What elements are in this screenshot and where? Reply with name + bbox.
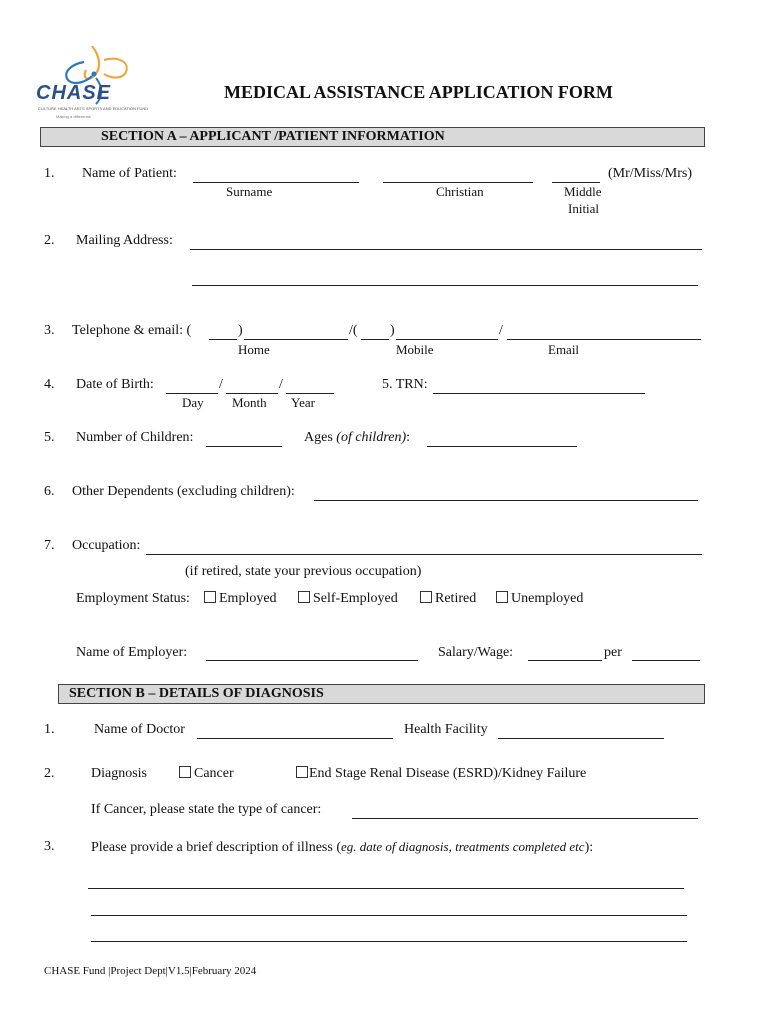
- retired-label: Retired: [435, 591, 477, 606]
- children-count-field[interactable]: [206, 446, 282, 447]
- employment-status-label: Employment Status:: [76, 591, 190, 606]
- salary-label: Salary/Wage:: [438, 645, 514, 660]
- b2-number: 2.: [44, 766, 55, 781]
- surname-caption: Surname: [226, 184, 273, 199]
- b1-number: 1.: [44, 722, 55, 737]
- q5-number: 5.: [44, 430, 55, 445]
- checkbox-self-employed[interactable]: [298, 591, 310, 603]
- dob-sep-2: /: [279, 377, 283, 392]
- paren-close-1: ): [238, 323, 243, 338]
- illness-label-start: Please provide a brief description of illness (: [91, 840, 341, 855]
- illness-label-italic: eg. date of diagnosis, treatments completed etc: [340, 839, 585, 854]
- salary-period-field[interactable]: [632, 660, 700, 661]
- trn-field[interactable]: [433, 393, 645, 394]
- cancer-type-label: If Cancer, please state the type of cancer:: [91, 802, 322, 817]
- email-field[interactable]: [507, 339, 701, 340]
- illness-description-label: [91, 839, 593, 856]
- year-caption: Year: [291, 395, 315, 410]
- home-area-code-field[interactable]: [209, 339, 237, 340]
- dependents-label: Other Dependents (excluding children):: [72, 484, 295, 499]
- mobile-area-code-field[interactable]: [361, 339, 389, 340]
- per-label: per: [604, 645, 622, 660]
- salary-field[interactable]: [528, 660, 602, 661]
- option-unemployed[interactable]: [496, 591, 583, 607]
- mailing-address-field-2[interactable]: [192, 285, 698, 286]
- christian-name-field[interactable]: [383, 182, 533, 183]
- section-a-heading: [40, 127, 705, 147]
- q1-number: 1.: [44, 166, 55, 181]
- occupation-label: Occupation:: [72, 538, 141, 553]
- option-employed[interactable]: [204, 591, 277, 607]
- footer: CHASE Fund |Project Dept|V1.5|February 2024: [44, 965, 257, 977]
- section-b-heading-text: SECTION B – DETAILS OF DIAGNOSIS: [69, 686, 324, 701]
- option-esrd[interactable]: [296, 766, 586, 782]
- patient-name-label: Name of Patient:: [82, 166, 177, 181]
- q7-number: 7.: [44, 538, 55, 553]
- slash-open: /(: [349, 323, 358, 338]
- home-caption: Home: [238, 342, 270, 357]
- checkbox-employed[interactable]: [204, 591, 216, 603]
- day-caption: Day: [182, 395, 204, 410]
- mailing-address-field-1[interactable]: [190, 249, 702, 250]
- doctor-label: Name of Doctor: [94, 722, 185, 737]
- checkbox-retired[interactable]: [420, 591, 432, 603]
- children-ages-field[interactable]: [427, 446, 577, 447]
- illness-description-field-1[interactable]: [88, 888, 684, 889]
- middle-caption: Middle: [564, 184, 602, 199]
- employer-label: Name of Employer:: [76, 645, 188, 660]
- ages-label: [304, 430, 410, 446]
- option-self-employed[interactable]: [298, 591, 398, 607]
- q3-number: 3.: [44, 323, 55, 338]
- illness-description-field-3[interactable]: [91, 941, 687, 942]
- dob-day-field[interactable]: [166, 393, 218, 394]
- option-retired[interactable]: [420, 591, 476, 607]
- dob-sep-1: /: [219, 377, 223, 392]
- cancer-type-field[interactable]: [352, 818, 698, 819]
- children-label: Number of Children:: [76, 430, 194, 445]
- mailing-address-label: Mailing Address:: [76, 233, 173, 248]
- dob-month-field[interactable]: [226, 393, 278, 394]
- logo-tagline: Making a difference: [56, 114, 91, 119]
- section-b-heading: [58, 684, 705, 704]
- dob-label: Date of Birth:: [76, 377, 154, 392]
- checkbox-cancer[interactable]: [179, 766, 191, 778]
- chase-logo: [34, 38, 149, 122]
- checkbox-esrd[interactable]: [296, 766, 308, 778]
- month-caption: Month: [232, 395, 267, 410]
- checkbox-unemployed[interactable]: [496, 591, 508, 603]
- diagnosis-label: Diagnosis: [91, 766, 147, 781]
- section-a-heading-text: SECTION A – APPLICANT /PATIENT INFORMATION: [101, 129, 445, 144]
- employed-label: Employed: [219, 591, 277, 606]
- dob-year-field[interactable]: [286, 393, 334, 394]
- esrd-label: End Stage Renal Disease (ESRD)/Kidney Failure: [309, 766, 587, 781]
- facility-field[interactable]: [498, 738, 664, 739]
- logo-text: CHASE: [36, 82, 112, 104]
- initial-caption: Initial: [568, 201, 600, 216]
- b3-number: 3.: [44, 839, 55, 854]
- slash: /: [499, 323, 503, 338]
- ages-colon: :: [406, 430, 411, 445]
- christian-caption: Christian: [436, 184, 484, 199]
- employer-field[interactable]: [206, 660, 418, 661]
- dependents-field[interactable]: [314, 500, 698, 501]
- surname-field[interactable]: [193, 182, 359, 183]
- ages-italic: (of children): [336, 430, 407, 445]
- email-caption: Email: [548, 342, 580, 357]
- q6-number: 6.: [44, 484, 55, 499]
- telephone-label: Telephone & email: (: [72, 323, 192, 338]
- illness-description-field-2[interactable]: [91, 915, 687, 916]
- ages-word: Ages: [304, 430, 333, 445]
- trn-label: 5. TRN:: [382, 377, 428, 392]
- facility-label: Health Facility: [404, 722, 488, 737]
- mobile-phone-field[interactable]: [396, 339, 498, 340]
- q2-number: 2.: [44, 233, 55, 248]
- middle-initial-field[interactable]: [552, 182, 600, 183]
- q4-number: 4.: [44, 377, 55, 392]
- illness-label-end: ):: [584, 840, 594, 855]
- form-title: MEDICAL ASSISTANCE APPLICATION FORM: [224, 82, 613, 102]
- self-employed-label: Self-Employed: [313, 591, 398, 606]
- mobile-caption: Mobile: [396, 342, 434, 357]
- retired-note: (if retired, state your previous occupation): [185, 564, 422, 579]
- cancer-label: Cancer: [194, 766, 234, 781]
- doctor-field[interactable]: [197, 738, 393, 739]
- occupation-field[interactable]: [146, 554, 702, 555]
- title-options: (Mr/Miss/Mrs): [608, 166, 693, 181]
- paren-close-2: ): [390, 323, 395, 338]
- unemployed-label: Unemployed: [511, 591, 584, 606]
- home-phone-field[interactable]: [244, 339, 348, 340]
- logo-subtitle: CULTURE HEALTH ARTS SPORTS AND EDUCATION FUND: [38, 106, 149, 111]
- option-cancer[interactable]: [179, 766, 234, 782]
